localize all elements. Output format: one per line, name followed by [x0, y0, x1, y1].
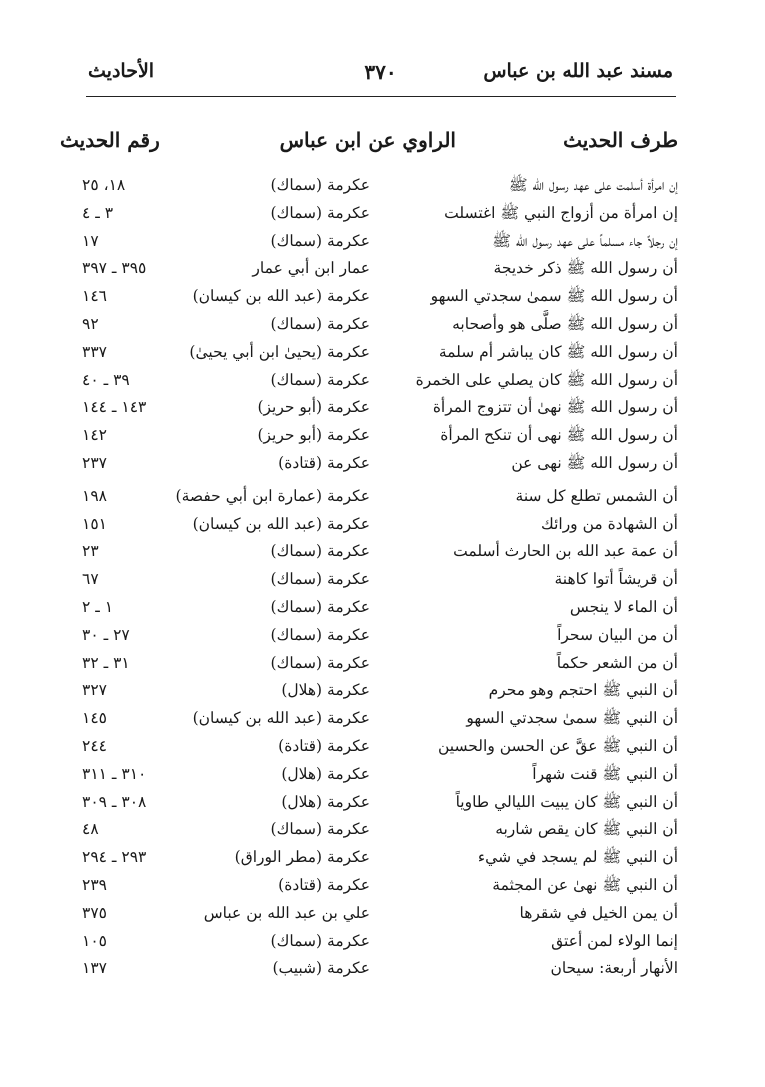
- index-row: [60, 255, 678, 283]
- narrator-text: عكرمة (عبد الله بن كيسان): [192, 514, 370, 533]
- index-row: [60, 761, 678, 789]
- index-row: [60, 928, 678, 956]
- hadith-start-text: أن النبي ﷺ احتجم وهو محرم: [488, 681, 678, 700]
- hadith-number-text: ٢٤٤: [82, 736, 107, 755]
- hadith-number-text: ٣٢٧: [82, 681, 107, 700]
- hadith-start-text: أن النبي ﷺ عقَّ عن الحسن والحسين: [438, 736, 678, 755]
- index-row: [60, 789, 678, 817]
- hadith-start-text: أن رسول الله ﷺ صلَّى هو وأصحابه: [452, 314, 678, 333]
- index-row: [60, 816, 678, 844]
- index-row: [60, 228, 678, 256]
- hadith-number-text: ١٩٨: [82, 486, 107, 505]
- hadith-number-text: ١٣٧: [82, 959, 107, 978]
- index-row: [60, 394, 678, 422]
- hadith-number-text: ٣٣٧: [82, 342, 107, 361]
- hadith-start-text: إن رجلاً جاء مسلماً على عهد رسول الله ﷺ: [492, 231, 678, 250]
- narrator-text: عكرمة (أبو حريز): [257, 426, 370, 445]
- hadith-number-text: ٣٠٨ ـ ٣٠٩: [82, 792, 147, 811]
- hadith-start-text: أن رسول الله ﷺ نهى عن: [511, 453, 678, 472]
- index-row: [60, 705, 678, 733]
- hadith-number-text: ١٤٦: [82, 287, 107, 306]
- narrator-text: عكرمة (سماك): [270, 931, 370, 950]
- hadith-index-list: [60, 172, 678, 983]
- hadith-start-text: أن رسول الله ﷺ نهى أن تنكح المرأة: [440, 426, 678, 445]
- narrator-text: عكرمة (سماك): [270, 570, 370, 589]
- hadith-number-text: ٣١٠ ـ ٣١١: [82, 764, 147, 783]
- narrator-text: عكرمة (هلال): [281, 764, 370, 783]
- index-row: [60, 677, 678, 705]
- hadith-start-text: أن النبي ﷺ سمىٰ سجدتي السهو: [466, 709, 678, 728]
- narrator-text: عكرمة (سماك): [270, 625, 370, 644]
- hadith-number-text: ١٠٥: [82, 931, 107, 950]
- narrator-text: عكرمة (سماك): [270, 597, 370, 616]
- col-hadith-number: رقم الحديث: [60, 128, 160, 152]
- hadith-start-text: أن النبي ﷺ لم يسجد في شيء: [477, 848, 678, 867]
- index-row: [60, 955, 678, 983]
- narrator-text: عكرمة (قتادة): [278, 736, 370, 755]
- narrator-text: عكرمة (مطر الوراق): [234, 848, 370, 867]
- hadith-start-text: أن من البيان سحراً: [557, 625, 678, 644]
- hadith-start-text: أن الشمس تطلع كل سنة: [515, 486, 678, 505]
- narrator-text: عكرمة (سماك): [270, 231, 370, 250]
- narrator-text: عكرمة (قتادة): [278, 875, 370, 894]
- index-row: [60, 622, 678, 650]
- hadith-start-text: أن النبي ﷺ قنت شهراً: [532, 764, 678, 783]
- hadith-number-text: ٩٢: [82, 314, 99, 333]
- narrator-text: عكرمة (سماك): [270, 542, 370, 561]
- narrator-text: عكرمة (سماك): [270, 653, 370, 672]
- index-row: [60, 650, 678, 678]
- index-row: [60, 566, 678, 594]
- hadith-number-text: ٣٧٥: [82, 903, 107, 922]
- index-row: [60, 594, 678, 622]
- book-title: مسند عبد الله بن عباس: [483, 60, 673, 82]
- index-row: [60, 844, 678, 872]
- index-row: [60, 483, 678, 511]
- header-rule: [86, 96, 676, 97]
- hadith-start-text: أن الشهادة من ورائك: [541, 514, 678, 533]
- index-row: [60, 172, 678, 200]
- narrator-text: عكرمة (أبو حريز): [257, 398, 370, 417]
- narrator-text: عمار ابن أبي عمار: [252, 259, 370, 278]
- hadith-number-text: ٢٩٣ ـ ٢٩٤: [82, 848, 147, 867]
- hadith-number-text: ١٥١: [82, 514, 107, 533]
- narrator-text: عكرمة (سماك): [270, 314, 370, 333]
- page-number: ٣٧٠: [364, 60, 397, 84]
- hadith-number-text: ١٤٢: [82, 426, 107, 445]
- col-narrator: الراوي عن ابن عباس: [279, 128, 456, 152]
- index-row: [60, 872, 678, 900]
- section-title: الأحاديث: [88, 60, 155, 82]
- hadith-start-text: إن امرأة أسلمت على عهد رسول الله ﷺ: [508, 176, 678, 194]
- narrator-text: عكرمة (يحيىٰ ابن أبي يحيىٰ): [189, 342, 370, 361]
- narrator-text: عكرمة (عبد الله بن كيسان): [192, 709, 370, 728]
- narrator-text: عكرمة (عبد الله بن كيسان): [192, 287, 370, 306]
- hadith-start-text: أن يمن الخيل في شقرها: [519, 903, 678, 922]
- hadith-start-text: أن الماء لا ينجس: [569, 597, 678, 616]
- hadith-number-text: ٢٣٧: [82, 453, 107, 472]
- narrator-text: عكرمة (شبيب): [272, 959, 370, 978]
- narrator-text: عكرمة (سماك): [270, 820, 370, 839]
- index-row: [60, 511, 678, 539]
- index-row: [60, 339, 678, 367]
- index-row: [60, 311, 678, 339]
- narrator-text: عكرمة (سماك): [270, 370, 370, 389]
- narrator-text: عكرمة (سماك): [270, 203, 370, 222]
- index-row: [60, 538, 678, 566]
- hadith-start-text: أن رسول الله ﷺ ذكر خديجة: [493, 259, 678, 278]
- hadith-number-text: ٣٩٥ ـ ٣٩٧: [82, 259, 147, 278]
- hadith-start-text: أن النبي ﷺ كان يبيت الليالي طاوياً: [455, 792, 678, 811]
- hadith-number-text: ١٤٣ ـ ١٤٤: [82, 398, 147, 417]
- hadith-number-text: ١ ـ ٢: [82, 597, 114, 616]
- index-row: [60, 450, 678, 478]
- narrator-text: عكرمة (عمارة ابن أبي حفصة): [175, 486, 370, 505]
- hadith-number-text: ٣٩ ـ ٤٠: [82, 370, 130, 389]
- hadith-number-text: ٢٧ ـ ٣٠: [82, 625, 130, 644]
- column-headers: [60, 128, 678, 160]
- narrator-text: عكرمة (هلال): [281, 792, 370, 811]
- hadith-start-text: الأنهار أربعة: سيحان: [550, 959, 678, 978]
- index-row: [60, 733, 678, 761]
- hadith-start-text: أن رسول الله ﷺ نهىٰ أن تتزوج المرأة: [432, 398, 678, 417]
- hadith-start-text: أن النبي ﷺ نهىٰ عن المجثمة: [492, 875, 678, 894]
- hadith-number-text: ٣ ـ ٤: [82, 203, 114, 222]
- hadith-number-text: ٣١ ـ ٣٢: [82, 653, 130, 672]
- hadith-start-text: إنما الولاء لمن أعتق: [551, 931, 678, 950]
- hadith-number-text: ١٨، ٢٥: [82, 176, 126, 194]
- narrator-text: عكرمة (قتادة): [278, 453, 370, 472]
- hadith-start-text: أن رسول الله ﷺ كان يباشر أم سلمة: [438, 342, 678, 361]
- narrator-text: عكرمة (هلال): [281, 681, 370, 700]
- hadith-number-text: ١٤٥: [82, 709, 107, 728]
- hadith-start-text: أن رسول الله ﷺ سمىٰ سجدتي السهو: [430, 287, 678, 306]
- running-header: [88, 60, 673, 94]
- hadith-number-text: ٢٣: [82, 542, 99, 561]
- hadith-start-text: أن من الشعر حكماً: [556, 653, 678, 672]
- hadith-number-text: ٢٣٩: [82, 875, 107, 894]
- hadith-number-text: ٤٨: [82, 820, 99, 839]
- hadith-start-text: أن رسول الله ﷺ كان يصلي على الخمرة: [415, 370, 678, 389]
- narrator-text: عكرمة (سماك): [270, 176, 370, 194]
- col-hadith-start: طرف الحديث: [563, 128, 678, 152]
- hadith-number-text: ٦٧: [82, 570, 99, 589]
- narrator-text: علي بن عبد الله بن عباس: [203, 903, 370, 922]
- hadith-start-text: إن امرأة من أزواج النبي ﷺ اغتسلت: [444, 203, 678, 222]
- index-row: [60, 900, 678, 928]
- index-row: [60, 422, 678, 450]
- hadith-start-text: أن قريشاً أتوا كاهنة: [554, 570, 678, 589]
- hadith-start-text: أن عمة عبد الله بن الحارث أسلمت: [453, 542, 678, 561]
- index-row: [60, 367, 678, 395]
- hadith-start-text: أن النبي ﷺ كان يقص شاربه: [495, 820, 678, 839]
- index-row: [60, 283, 678, 311]
- index-row: [60, 200, 678, 228]
- hadith-number-text: ١٧: [82, 231, 99, 250]
